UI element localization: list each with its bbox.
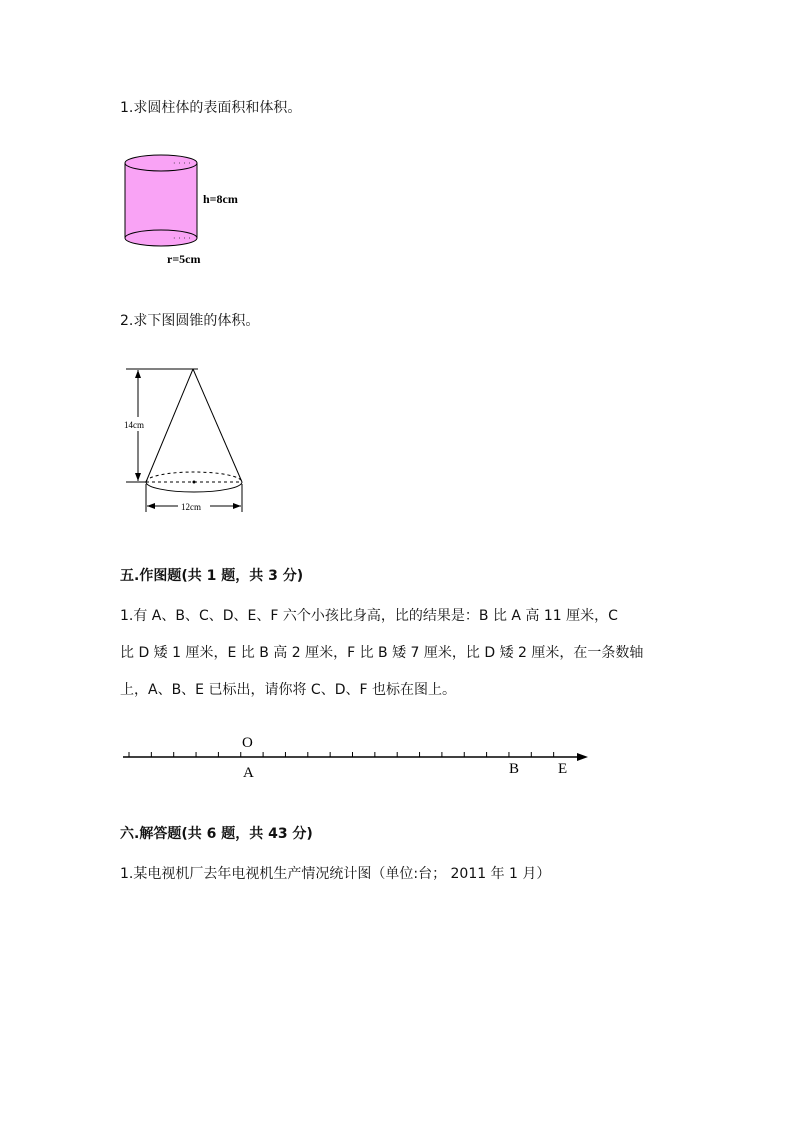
question-2-text: 2.求下图圆锥的体积。 <box>120 313 260 329</box>
cone-figure <box>118 360 258 520</box>
section-5-line-3: 上，A、B、E 已标出，请你将 C、D、F 也标在图上。 <box>120 682 456 698</box>
cylinder-radius-label: r=5cm <box>167 252 201 266</box>
cylinder-height-label: h=8cm <box>203 192 238 206</box>
section-5-line-1: 1.有 A、B、C、D、E、F 六个小孩比身高，比的结果是：B 比 A 高 11 厘米，C <box>120 608 618 624</box>
section-5-heading: 五.作图题(共 1 题，共 3 分) <box>120 568 304 584</box>
point-a-label: A <box>243 765 254 781</box>
arrow-right-icon <box>577 753 588 761</box>
origin-label: O <box>242 735 253 751</box>
svg-text:· · · ·: · · · · <box>173 234 191 243</box>
section-5-line-2: 比 D 矮 1 厘米，E 比 B 高 2 厘米，F 比 B 矮 7 厘米，比 D 矮 2 厘米，在一条数轴 <box>120 645 644 661</box>
cone-diameter-label: 12cm <box>181 502 201 512</box>
section-6-question-1: 1.某电视机厂去年电视机生产情况统计图（单位:台； 2011 年 1 月） <box>120 866 551 882</box>
point-e-label: E <box>558 761 568 777</box>
cylinder-figure <box>115 150 255 270</box>
svg-text:· · · ·: · · · · <box>173 159 191 168</box>
cylinder-body <box>125 163 197 238</box>
point-b-label: B <box>509 761 520 777</box>
cone-height-label: 14cm <box>124 420 144 430</box>
question-1-text: 1.求圆柱体的表面积和体积。 <box>120 100 302 116</box>
number-line <box>115 730 600 785</box>
section-6-heading: 六.解答题(共 6 题，共 43 分) <box>120 826 313 842</box>
